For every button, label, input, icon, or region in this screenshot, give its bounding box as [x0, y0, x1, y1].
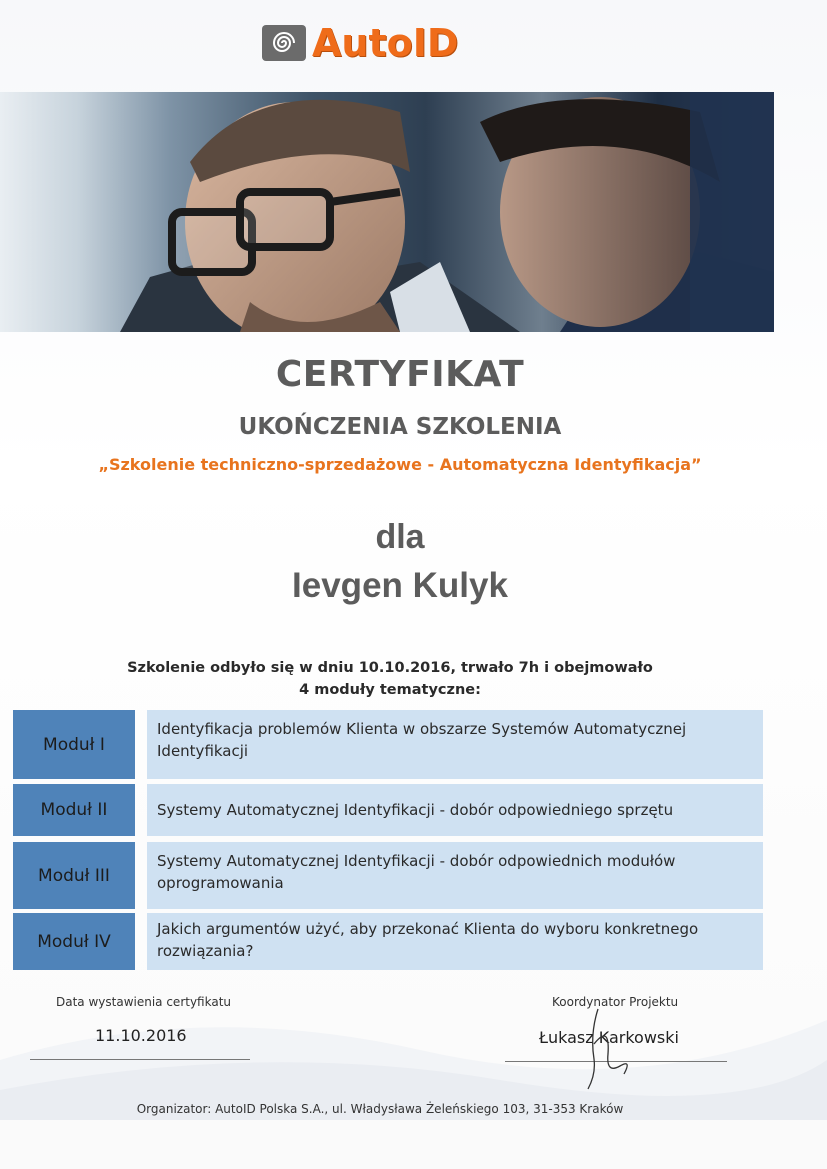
coordinator-label: Koordynator Projektu [552, 995, 679, 1009]
coordinator-name: Łukasz Karkowski [539, 1028, 679, 1047]
module-row [13, 710, 763, 779]
handwritten-signature [560, 1004, 640, 1094]
module-label: Moduł II [13, 784, 135, 836]
for-label: dla [375, 518, 425, 556]
training-intro-line-1: Szkolenie odbyło się w dniu 10.10.2016, trwało 7h i obejmowało [127, 660, 653, 676]
organizer-info: Organizator: AutoID Polska S.A., ul. Władysława Żeleńskiego 103, 31-353 Kraków [136, 1102, 624, 1116]
course-name: „Szkolenie techniczno-sprzedażowe - Automatyczna Identyfikacja” [98, 455, 702, 474]
logo-text: AutoID [312, 21, 459, 65]
module-description: Jakich argumentów użyć, aby przekonać Klienta do wyboru konkretnego rozwiązania? [147, 913, 763, 970]
recipient-name: Ievgen Kulyk [292, 566, 508, 605]
spiral-logo-icon [262, 25, 306, 61]
autoid-logo [262, 20, 512, 66]
module-description: Systemy Automatycznej Identyfikacji - dobór odpowiednich modułów oprogramowania [147, 842, 763, 909]
banner-photo [0, 92, 774, 332]
training-intro-line-2: 4 moduły tematyczne: [299, 682, 481, 698]
issue-date-value: 11.10.2016 [95, 1026, 187, 1045]
module-label: Moduł I [13, 710, 135, 779]
module-description: Systemy Automatycznej Identyfikacji - dobór odpowiedniego sprzętu [147, 784, 763, 836]
module-row [13, 784, 763, 836]
date-signature-line [30, 1059, 250, 1060]
certificate-title: CERTYFIKAT [275, 354, 525, 395]
certificate-subtitle: UKOŃCZENIA SZKOLENIA [238, 414, 562, 440]
module-label: Moduł III [13, 842, 135, 909]
module-row [13, 842, 763, 909]
issue-date-label: Data wystawienia certyfikatu [56, 995, 232, 1009]
module-label: Moduł IV [13, 913, 135, 970]
module-description: Identyfikacja problemów Klienta w obszarze Systemów Automatycznej Identyfikacji [147, 710, 763, 779]
